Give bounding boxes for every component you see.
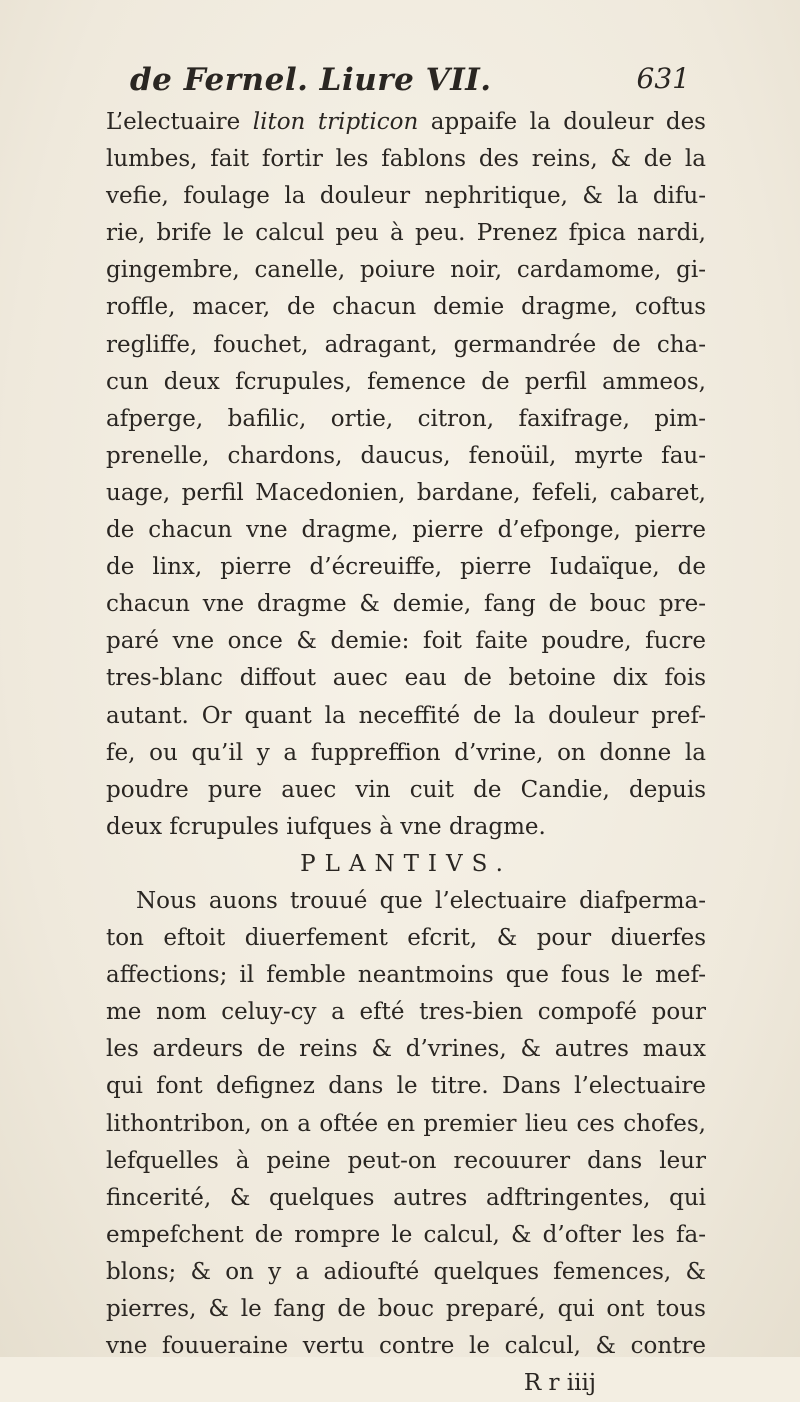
text-line: poudre pure auec vin cuit de Candie, depuis [106, 776, 706, 803]
text-line: roffle, macer, de chacun demie dragme, coftus [106, 294, 706, 321]
text-line: lithontribon, on a oftée en premier lieu ces chofes, [106, 1110, 706, 1137]
text-line: de chacun vne dragme, pierre d’efponge, pierre [106, 517, 706, 544]
text-line: vne fouueraine vertu contre le calcul, & contre [106, 1333, 706, 1360]
text-line: chacun vne dragme & demie, fang de bouc pre- [106, 591, 706, 618]
text-line: fe, ou qu’il y a fuppreffion d’vrine, on donne la [106, 739, 706, 766]
text-line: me nom celuy-cy a efté tres-bien compofé pour [106, 999, 706, 1026]
text-line: deux fcrupules iufques à vne dragme. [106, 813, 546, 840]
text-line: les ardeurs de reins & d’vrines, & autres maux [106, 1036, 706, 1063]
text-line: afperge, bafilic, ortie, citron, faxifrage, pim- [106, 405, 706, 432]
text-line: Nous auons trouué que l’electuaire diafperma- [136, 887, 706, 914]
electuary-name: liton tripticon [252, 109, 419, 135]
text-line: regliffe, fouchet, adragant, germandrée de cha- [106, 331, 706, 358]
text-line: empefchent de rompre le calcul, & d’ofter les fa- [106, 1221, 706, 1248]
text-line: paré vne once & demie: foit faite poudre, fucre [106, 628, 706, 655]
text-line: fincerité, & quelques autres adftringentes, qui [106, 1184, 706, 1211]
text-line: affections; il femble neantmoins que fous le mef- [106, 962, 706, 989]
page-number: 631 [636, 62, 690, 95]
text-line: vefie, foulage la douleur nephritique, & la difu- [106, 183, 706, 210]
text-line: de linx, pierre d’écreuiffe, pierre Iudaïque, de [106, 554, 706, 581]
text-line: autant. Or quant la neceffité de la douleur pref- [106, 702, 706, 729]
page-header [130, 62, 690, 102]
signature-mark: R r iiij [523, 1370, 596, 1397]
text-line: rie, brife le calcul peu à peu. Prenez fpica nardi, [106, 220, 706, 247]
text-line: blons; & on y a adioufté quelques femences, & [106, 1258, 706, 1285]
text-line: uage, perfil Macedonien, bardane, fefeli, cabaret, [106, 479, 706, 506]
section-heading: PLANTIVS. [300, 850, 512, 877]
text-line: ton eftoit diuerfement efcrit, & pour diuerfes [106, 925, 706, 952]
text-line: L’electuaire liton tripticon appaife la douleur des [106, 109, 706, 135]
text-line: lefquelles à peine peut-on recouurer dans leur [106, 1147, 706, 1174]
text-line: cun deux fcrupules, femence de perfil ammeos, [106, 368, 706, 395]
text-line: lumbes, fait fortir les fablons des reins, & de la [106, 146, 706, 173]
running-title: de Fernel. Liure VII. [130, 62, 492, 98]
text-line: qui font defignez dans le titre. Dans l’electuaire [106, 1073, 706, 1100]
text-line: tres-blanc diffout auec eau de betoine dix fois [106, 665, 706, 692]
text-line: prenelle, chardons, daucus, fenoüil, myrte fau- [106, 442, 706, 469]
body-text [106, 104, 706, 1402]
text-line: pierres, & le fang de bouc preparé, qui ont tous [106, 1296, 706, 1322]
text-line: gingembre, canelle, poiure noir, cardamome, gi- [106, 257, 706, 284]
